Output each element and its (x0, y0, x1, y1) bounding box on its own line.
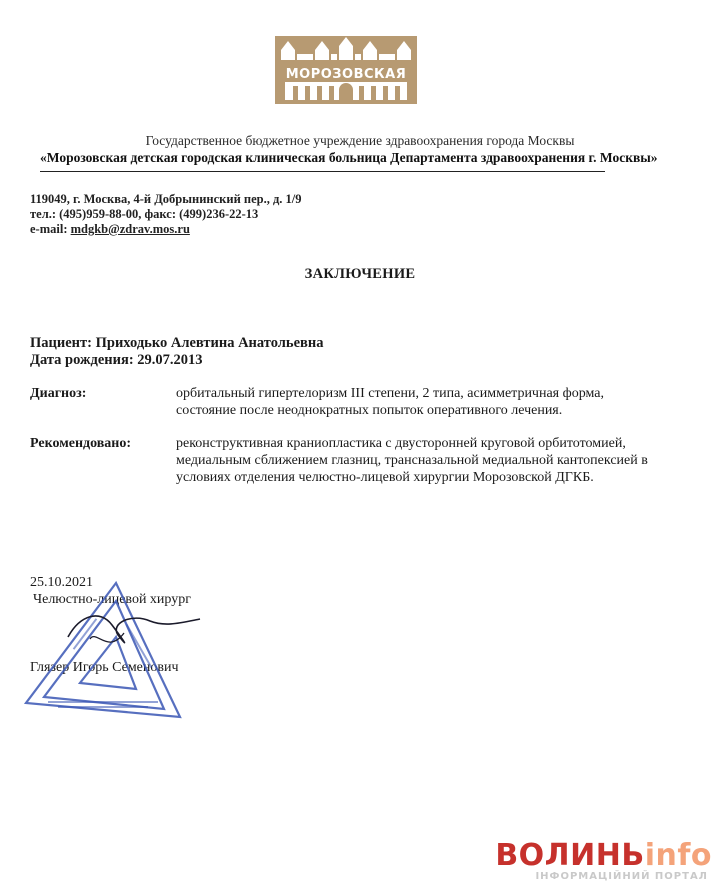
email-line (30, 222, 190, 237)
email-link[interactable]: mdgkb@zdrav.mos.ru (70, 222, 190, 236)
hospital-logo (275, 36, 417, 104)
patient-name: Пациент: Приходько Алевтина Анатольевна (30, 335, 324, 351)
header-divider (40, 171, 605, 172)
signature-date: 25.10.2021 (30, 575, 93, 590)
signer-position: Челюстно-лицевой хирург (33, 592, 191, 607)
watermark-brand: ВОЛИНЬinfo (495, 838, 712, 873)
recommendation-line: условиях отделения челюстно-лицевой хирургии Морозовской ДГКБ. (176, 470, 594, 485)
organization-name: «Морозовская детская городская клиническая больница Департамента здравоохранения г. Москвы» (40, 150, 658, 165)
handwritten-signature (60, 595, 210, 665)
signer-name: Глязер Игорь Семенович (30, 660, 179, 675)
diagnosis-text (176, 385, 686, 419)
date-of-birth: Дата рождения: 29.07.2013 (30, 352, 203, 368)
logo-text: МОРОЗОВСКАЯ (285, 67, 407, 82)
recommendation-line: реконструктивная краниопластика с двусторонней круговой орбитотомией, (176, 436, 626, 451)
phone-fax: тел.: (495)959-88-00, факс: (499)236-22-13 (30, 207, 259, 221)
address: 119049, г. Москва, 4-й Добрынинский пер., д. 1/9 (30, 192, 302, 206)
email-label: e-mail: (30, 222, 71, 236)
diagnosis-label: Диагноз: (30, 386, 87, 401)
diagnosis-line: состояние после неоднократных попыток оперативного лечения. (176, 403, 563, 418)
recommendation-text (176, 435, 686, 486)
recommendation-label: Рекомендовано: (30, 436, 132, 451)
watermark-subtitle: ІНФОРМАЦІЙНИЙ ПОРТАЛ (535, 871, 708, 882)
diagnosis-line: орбитальный гипертелоризм III степени, 2 типа, асимметричная форма, (176, 386, 604, 401)
organization-type: Государственное бюджетное учреждение здравоохранения города Москвы (145, 133, 575, 148)
source-watermark (470, 838, 720, 890)
document-title: ЗАКЛЮЧЕНИЕ (304, 266, 416, 282)
recommendation-line: медиальным сближением глазниц, трансназальной медиальной кантопексией в (176, 453, 648, 468)
